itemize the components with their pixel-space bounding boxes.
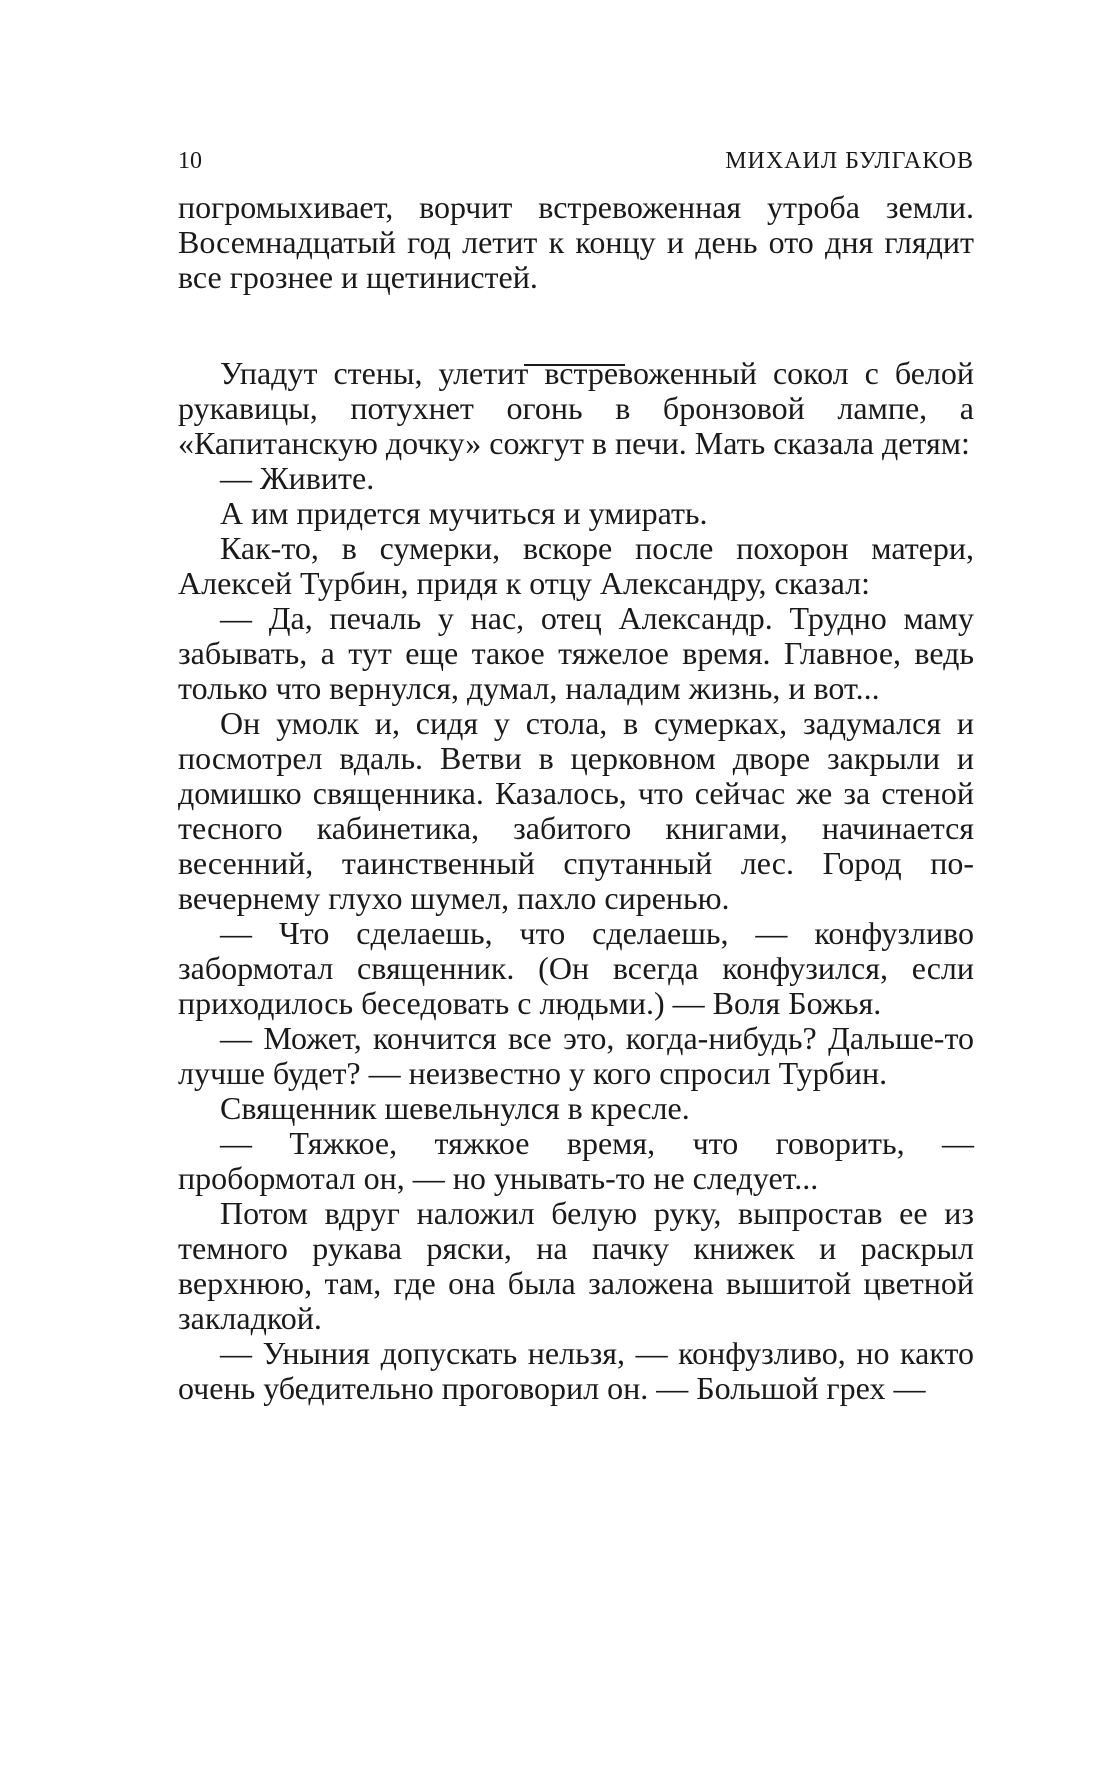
running-head-author: МИХАИЛ БУЛГАКОВ [725, 148, 974, 174]
page-header [178, 148, 974, 188]
dialogue-line: — Может, кончится все это, когда-нибудь? Дальше-то лучше будет? — неизвестно у кого спросил Турбин. [178, 1020, 974, 1091]
paragraph: Упадут стены, улетит встревоженный сокол с белой рукавицы, потухнет огонь в бронзовой лампе, а «Капитанскую дочку» сожгут в печи. Мать сказала детям: [178, 355, 974, 461]
paragraph: Он умолк и, сидя у стола, в сумерках, задумался и посмотрел вдаль. Ветви в церковном дворе закрыли и домишко священника. Казалось, что сейчас же за стеной тесного кабинетика, забитого книгами, начинается весенний, таинственный спутанный лес. Город по-вечернему глухо шумел, пахло сиренью. [178, 705, 974, 916]
dialogue-line: — Уныния допускать нельзя, — конфузливо, но както очень убедительно проговорил он. — Большой грех — [178, 1335, 974, 1406]
dialogue-line: — Тяжкое, тяжкое время, что говорить, — пробормотал он, — но унывать-то не следует... [178, 1125, 974, 1196]
page-number: 10 [178, 148, 202, 174]
paragraph: Как-то, в сумерки, вскоре после похорон матери, Алексей Турбин, придя к отцу Александру, сказал: [178, 530, 974, 601]
dialogue-line: — Живите. [220, 460, 375, 496]
paragraph-continuation: погромыхивает, ворчит встревоженная утроба земли. Восемнадцатый год летит к концу и день ото дня глядит все грознее и щетинистей. [178, 189, 974, 295]
dialogue-line: — Да, печаль у нас, отец Александр. Трудно маму забывать, а тут еще такое тяжелое время. Главное, ведь только что вернулся, думал, наладим жизнь, и вот... [178, 600, 974, 706]
dialogue-line: — Что сделаешь, что сделаешь, — конфузливо забормотал священник. (Он всегда конфузился, если приходилось беседовать с людьми.) — Воля Божья. [178, 915, 974, 1021]
paragraph: Потом вдруг наложил белую руку, выпростав ее из темного рукава ряски, на пачку книжек и раскрыл верхнюю, там, где она была заложена вышитой цветной закладкой. [178, 1195, 974, 1336]
paragraph: Священник шевельнулся в кресле. [220, 1090, 690, 1126]
paragraph: А им придется мучиться и умирать. [220, 495, 708, 531]
